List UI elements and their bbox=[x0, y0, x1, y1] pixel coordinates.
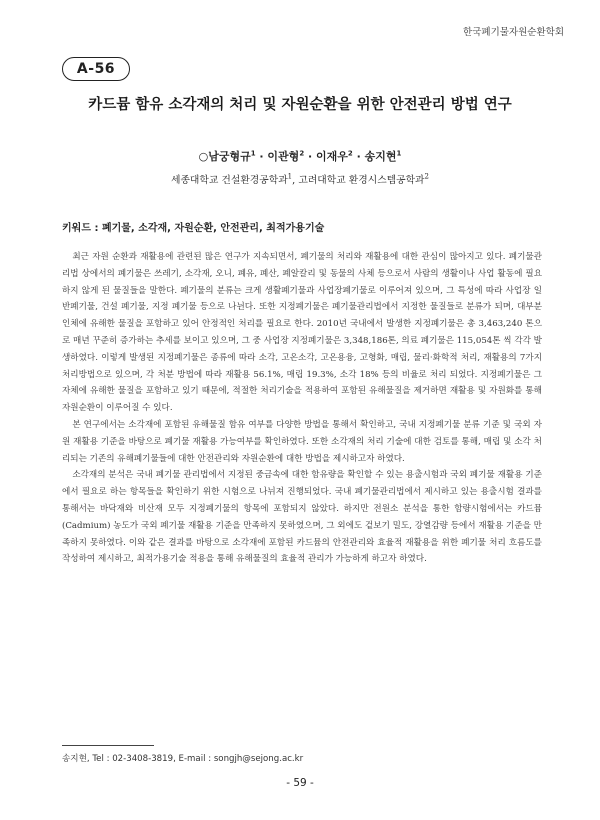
author-affiliation-mark: 2 bbox=[299, 149, 305, 158]
society-header: 한국폐기물자원순환학회 bbox=[463, 27, 564, 38]
affiliation-name: 세종대학교 건설환경공학과 bbox=[170, 175, 288, 186]
abstract-id-badge: A-56 bbox=[62, 57, 130, 81]
abstract-body bbox=[62, 249, 542, 568]
keywords-line: 키워드 : 폐기물, 소각재, 자원순환, 안전관리, 최적가용기술 bbox=[62, 223, 325, 234]
abstract-paragraph: 본 연구에서는 소각재에 포함된 유해물질 함유 여부를 다양한 방법을 통해서 확인하고, 국내 지정폐기물 분류 기준 및 국외 자원 재활용 기준을 바탕으로 폐기물 재활용 가능여부를 확인하였다. 또한 소각재의 처리 기술에 대한 검토를 통해, 매립 및 소각 처리되는 기존의 유해폐기물들에 대한 안전관리와 자원순환에 대한 방법을 제시하고자 하였다. bbox=[62, 419, 542, 464]
author-presenter-marker: ○ bbox=[198, 150, 209, 163]
author-affiliation-mark: 2 bbox=[347, 149, 353, 158]
affiliation-list bbox=[0, 172, 600, 186]
author-name: 이재우 bbox=[316, 150, 348, 163]
paper-title: 카드뮴 함유 소각재의 처리 및 자원순환을 위한 안전관리 방법 연구 bbox=[88, 97, 512, 113]
affiliation-separator: , bbox=[292, 175, 299, 186]
affiliation-mark: 2 bbox=[424, 172, 429, 181]
affiliation-mark: 1 bbox=[287, 172, 293, 181]
author-separator: · bbox=[304, 150, 317, 163]
author-name: 남궁형규 bbox=[208, 150, 251, 163]
author-list bbox=[0, 148, 600, 164]
author-name: 송지현 bbox=[364, 150, 397, 163]
footnote-divider bbox=[62, 745, 154, 746]
page-number: - 59 - bbox=[286, 777, 314, 789]
author-name: 이관형 bbox=[267, 150, 300, 163]
abstract-paragraph: 최근 자원 순환과 재활용에 관련된 많은 연구가 지속되면서, 폐기물의 처리와 재활용에 대한 관심이 많아지고 있다. 폐기물관리법 상에서의 폐기물은 쓰레기, 소각재, 오니, 폐유, 폐산, 폐알칼리 및 동물의 사체 등으로서 사람의 생활이나 사업 활동에 필요하지 않게 된 물질들을 말한다. 폐기물의 분류는 크게 생활폐기물과 사업장폐기물로 이루어져 있으며, 그 특성에 따라 사업장 일반폐기물, 건설 폐기물, 지정 폐기물 등으로 나뉜다. 또한 지정폐기물은 폐기물관리법에서 지정한 물질들로 분류가 되며, 대부분 인체에 유해한 물질을 포함하고 있어 안정적인 처리를 필요로 한다. 2010년 국내에서 발생한 지정폐기물은 총 3,463,240 톤으로 매년 꾸준히 증가하는 추세를 보이고 있으며, 그 중 사업장 지정폐기물은 3,348,186톤, 의료 폐기물은 115,054톤 씩 각각 발생하였다. 이렇게 발생된 지정폐기물은 종류에 따라 소각, 고온소각, 고온용융, 고형화, 매립, 물리·화학적 처리, 재활용의 7가지 처리방법으로 있으며, 각 처분 방법에 따라 재활용 56.1%, 매립 19.3%, 소각 18% 등의 비율로 처리 되었다. 지정폐기물은 그 자체에 유해한 물질을 포함하고 있기 때문에, 적절한 처리기술을 적용하여 포함된 유해물질을 제거하면 재활용 및 자원화를 통해 자원순환이 이루어질 수 있다. bbox=[62, 252, 542, 414]
author-separator: · bbox=[255, 150, 268, 163]
affiliation-name: 고려대학교 환경시스템공학과 bbox=[298, 175, 425, 186]
corresponding-author-footnote: 송지현, Tel : 02-3408-3819, E-mail : songjh@sejong.ac.kr bbox=[62, 754, 304, 764]
abstract-paragraph: 소각재의 분석은 국내 폐기물 관리법에서 지정된 중금속에 대한 함유량을 확인할 수 있는 용출시험과 국외 폐기물 재활용 기준에서 필요로 하는 항목들을 확인하기 위한 시험으로 나뉘져 진행되었다. 국내 폐기물관리법에서 제시하고 있는 용출시험 결과를 통해서는 바닥재와 비산재 모두 지정폐기물의 항목에 포함되지 않았다. 하지만 전원소 분석을 통한 함량시험에서는 카드뮴(Cadmium) 농도가 국외 폐기물 재활용 기준을 만족하지 못하였으며, 그 외에도 겉보기 밀도, 강열감량 등에서 재활용 기준을 만족하지 못하였다. 이와 같은 결과를 바탕으로 소각재에 포함된 카드뮴의 안전관리와 효율적 재활용을 위한 폐기물 처리 흐름도를 작성하여 제시하고, 최적가용기술 적용을 통해 유해물질의 효율적 관리가 가능하게 하고자 하였다. bbox=[62, 470, 542, 565]
author-separator: · bbox=[352, 150, 365, 163]
author-affiliation-mark: 1 bbox=[250, 149, 256, 158]
author-affiliation-mark: 1 bbox=[396, 149, 402, 158]
